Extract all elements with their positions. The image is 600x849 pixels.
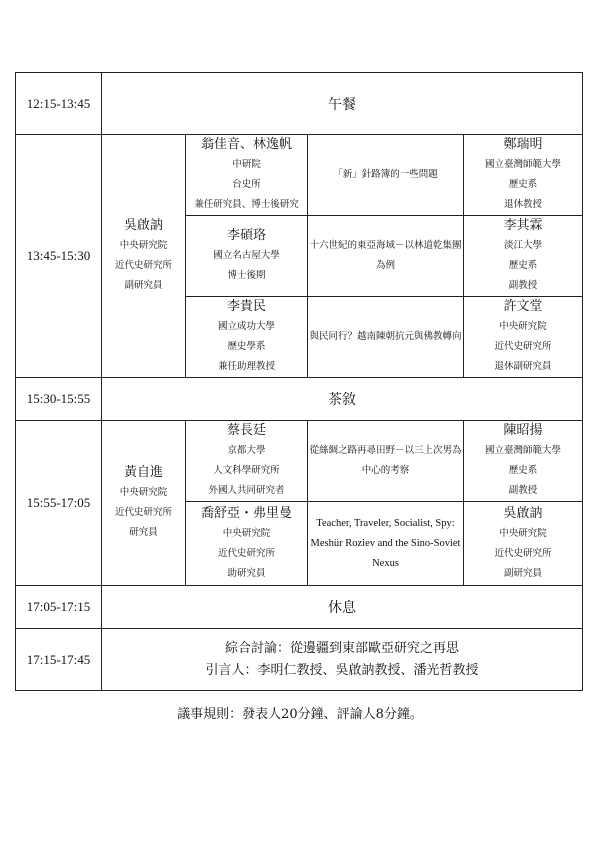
presenter-cell: [186, 135, 308, 216]
presenter-title: 助研究員: [227, 567, 266, 579]
discussant-cell: [464, 216, 583, 297]
rest-row: [16, 586, 583, 629]
presenter-cell: [186, 421, 308, 502]
presenter-title: 兼任研究員、博士後研究: [194, 199, 299, 210]
presenter-cell: [186, 216, 308, 297]
discussant-title: 退休副研究員: [494, 361, 552, 372]
presenter-affiliation: 國立成功大學: [217, 321, 275, 332]
chair-name: 黃自進: [123, 465, 163, 480]
presenter-name: 李貴民: [226, 299, 266, 314]
presenter-affiliation: 京都大學: [227, 445, 266, 456]
presenter-cell: [186, 502, 308, 586]
discussant-name: 吳啟訥: [503, 505, 543, 521]
tea-row: [16, 378, 583, 421]
discussant-name: 陳昭揚: [503, 423, 543, 438]
paper-topic: 十六世紀的東亞海域－以林道乾集團為例: [308, 216, 464, 297]
presenter-name: 李碩珞: [226, 228, 266, 243]
discussant-cell: [464, 502, 583, 586]
discussant-affiliation: 中央研究院: [499, 527, 547, 539]
presenter-name: 喬舒亞・弗里曼: [200, 505, 292, 521]
discussion-time: 17:15-17:45: [16, 629, 102, 691]
rest-title: 休息: [102, 586, 583, 629]
discussant-name: 鄭瑞明: [503, 137, 543, 152]
discussant-affiliation: 國立臺灣師範大學: [484, 445, 561, 456]
tea-title: 茶敘: [102, 378, 583, 421]
discussant-department: 近代史研究所: [494, 341, 552, 352]
chair-department: 近代史研究所: [114, 260, 172, 271]
presenter-affiliation: 國立名古屋大學: [213, 250, 280, 261]
discussant-department: 近代史研究所: [494, 547, 552, 559]
discussant-affiliation: 國立臺灣師範大學: [484, 159, 561, 170]
discussant-affiliation: 淡江大學: [503, 240, 542, 251]
session2-paper1-row: [16, 421, 583, 502]
discussant-title: 退休教授: [503, 199, 542, 210]
session2-chair: [102, 421, 186, 586]
session1-chair: [102, 135, 186, 378]
presenter-name: 翁佳音、林逸帆: [200, 137, 292, 152]
presenter-title: 博士後期: [227, 270, 266, 281]
discussant-name: 許文堂: [503, 299, 543, 314]
discussion-title: 綜合討論：從邊疆到東部歐亞研究之再思: [224, 640, 459, 656]
rest-time: 17:05-17:15: [16, 586, 102, 629]
session2-time: 15:55-17:05: [16, 421, 102, 586]
lunch-time: 12:15-13:45: [16, 73, 102, 135]
presenter-affiliation: 中央研究院: [222, 527, 271, 539]
discussion-cell: [102, 629, 583, 691]
session1-paper1-row: [16, 135, 583, 216]
presenter-title: 兼任助理教授: [217, 361, 275, 372]
discussant-title: 副研究員: [503, 567, 542, 579]
presenter-department: 近代史研究所: [217, 547, 275, 559]
discussant-cell: [464, 297, 583, 378]
chair-title: 研究員: [129, 527, 158, 538]
schedule-table: [15, 72, 583, 691]
procedure-rules: 議事規則：發表人20分鐘、評論人8分鐘。: [177, 707, 423, 722]
paper-topic: Teacher, Traveler, Socialist, Spy: Meshür Roziev and the Sino-Soviet Nexus: [308, 502, 464, 586]
discussant-department: 歷史系: [508, 465, 538, 476]
paper-topic: 「新」針路簿的一些問題: [308, 135, 464, 216]
discussant-cell: [464, 421, 583, 502]
presenter-name: 蔡長廷: [226, 423, 266, 438]
paper-topic: 從絲綢之路再尋田野－以三上次男為中心的考察: [308, 421, 464, 502]
chair-department: 近代史研究所: [114, 507, 172, 518]
lunch-title: 午餐: [102, 73, 583, 135]
chair-affiliation: 中央研究院: [119, 487, 168, 498]
tea-time: 15:30-15:55: [16, 378, 102, 421]
presenter-title: 外國人共同研究者: [208, 485, 285, 496]
presenter-department: 台史所: [232, 179, 261, 190]
chair-title: 副研究員: [124, 280, 163, 291]
presenter-department: 歷史學系: [227, 341, 266, 352]
discussant-title: 副教授: [508, 280, 538, 291]
lunch-row: [16, 73, 583, 135]
chair-name: 吳啟訥: [123, 218, 163, 233]
chair-affiliation: 中央研究院: [119, 240, 168, 251]
discussant-affiliation: 中央研究院: [499, 321, 547, 332]
session1-time: 13:45-15:30: [16, 135, 102, 378]
discussant-title: 副教授: [508, 485, 538, 496]
discussant-name: 李其霖: [503, 218, 543, 233]
presenter-department: 人文科學研究所: [213, 465, 280, 476]
presenter-affiliation: 中研院: [232, 159, 261, 170]
discussion-speakers: 引言人：李明仁教授、吳啟訥教授、潘光哲教授: [205, 662, 479, 678]
discussant-cell: [464, 135, 583, 216]
presenter-cell: [186, 297, 308, 378]
discussant-department: 歷史系: [508, 179, 538, 190]
discussion-row: [16, 629, 583, 691]
discussant-department: 歷史系: [508, 260, 538, 271]
paper-topic: 與民同行？越南陳朝抗元與佛教轉向: [308, 297, 464, 378]
